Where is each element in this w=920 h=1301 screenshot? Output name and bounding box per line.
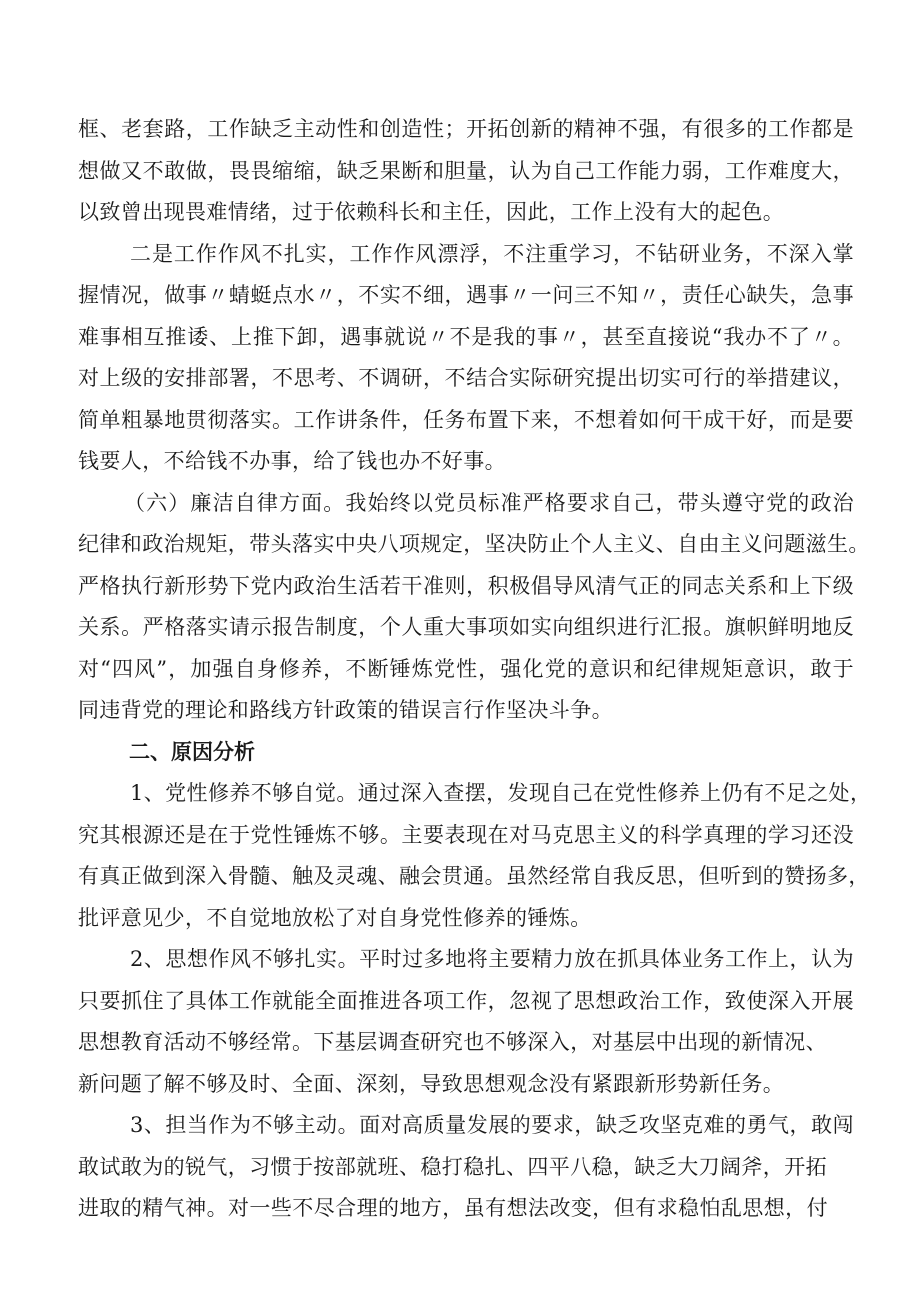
text-line: 新问题了解不够及时、全面、深刻，导致思想观念没有紧跟新形势新任务。 bbox=[78, 1072, 785, 1096]
text-line: 进取的精气神。对一些不尽合理的地方，虽有想法改变，但有求稳怕乱思想，付 bbox=[78, 1196, 828, 1220]
text-line: 有真正做到深入骨髓、触及灵魂、融会贯通。虽然经常自我反思，但听到的赞扬多， bbox=[78, 864, 870, 888]
paragraph-start-line: 二是工作作风不扎实，工作作风漂浮，不注重学习，不钻研业务，不深入掌 bbox=[130, 242, 854, 266]
text-line: 握情况，做事〃蜻蜓点水〃，不实不细，遇事〃一问三不知〃，责任心缺失，急事 bbox=[78, 283, 854, 307]
text-line: 究其根源还是在于党性锤炼不够。主要表现在对马克思主义的科学真理的学习还没 bbox=[78, 823, 854, 847]
text-line: 对“四风”，加强自身修养，不断锤炼党性，强化党的意识和纪律规矩意识，敢于 bbox=[78, 657, 854, 681]
paragraph-start-line: （六）廉洁自律方面。我始终以党员标准严格要求自己，带头遵守党的政治 bbox=[124, 491, 854, 515]
text-line: 以致曾出现畏难情绪，过于依赖科长和主任，因此，工作上没有大的起色。 bbox=[78, 200, 785, 224]
text-line: 只要抓住了具体工作就能全面推进各项工作，忽视了思想政治工作，致使深入开展 bbox=[78, 989, 854, 1013]
text-line: 简单粗暴地贯彻落实。工作讲条件，任务布置下来，不想着如何干成干好，而是要 bbox=[78, 408, 854, 432]
paragraph-start-line: 2、思想作风不够扎实。平时过多地将主要精力放在抓具体业务工作上，认为 bbox=[130, 947, 854, 971]
text-line: 关系。严格落实请示报告制度，个人重大事项如实向组织进行汇报。旗帜鲜明地反 bbox=[78, 615, 854, 639]
text-line: 同违背党的理论和路线方针政策的错误言行作坚决斗争。 bbox=[78, 698, 613, 722]
text-line: 批评意见少，不自觉地放松了对自身党性修养的锤炼。 bbox=[78, 906, 592, 930]
text-line: 思想教育活动不够经常。下基层调查研究也不够深入，对基层中出现的新情况、 bbox=[78, 1030, 827, 1054]
text-line: 纪律和政治规矩，带头落实中央八项规定，坚决防止个人主义、自由主义问题滋生。 bbox=[78, 532, 870, 556]
section-heading: 二、原因分析 bbox=[129, 740, 255, 764]
text-line: 严格执行新形势下党内政治生活若干准则，积极倡导风清气正的同志关系和上下级 bbox=[78, 574, 854, 598]
text-line: 难事相互推诿、上推下卸，遇事就说〃不是我的事〃，甚至直接说“我办不了〃。 bbox=[78, 325, 854, 349]
text-line: 想做又不敢做，畏畏缩缩，缺乏果断和胆量，认为自己工作能力弱，工作难度大， bbox=[78, 159, 854, 183]
text-line: 钱要人，不给钱不办事，给了钱也办不好事。 bbox=[78, 449, 506, 473]
text-line: 敢试敢为的锐气，习惯于按部就班、稳打稳扎、四平八稳，缺乏大刀阔斧，开拓 bbox=[78, 1155, 827, 1179]
text-line: 框、老套路，工作缺乏主动性和创造性；开拓创新的精神不强，有很多的工作都是 bbox=[78, 117, 854, 141]
text-line: 对上级的安排部署，不思考、不调研，不结合实际研究提出切实可行的举措建议， bbox=[78, 366, 854, 390]
paragraph-start-line: 3、担当作为不够主动。面对高质量发展的要求，缺乏攻坚克难的勇气，敢闯 bbox=[130, 1113, 854, 1137]
paragraph-start-line: 1、党性修养不够自觉。通过深入查摆，发现自己在党性修养上仍有不足之处， bbox=[130, 781, 872, 805]
